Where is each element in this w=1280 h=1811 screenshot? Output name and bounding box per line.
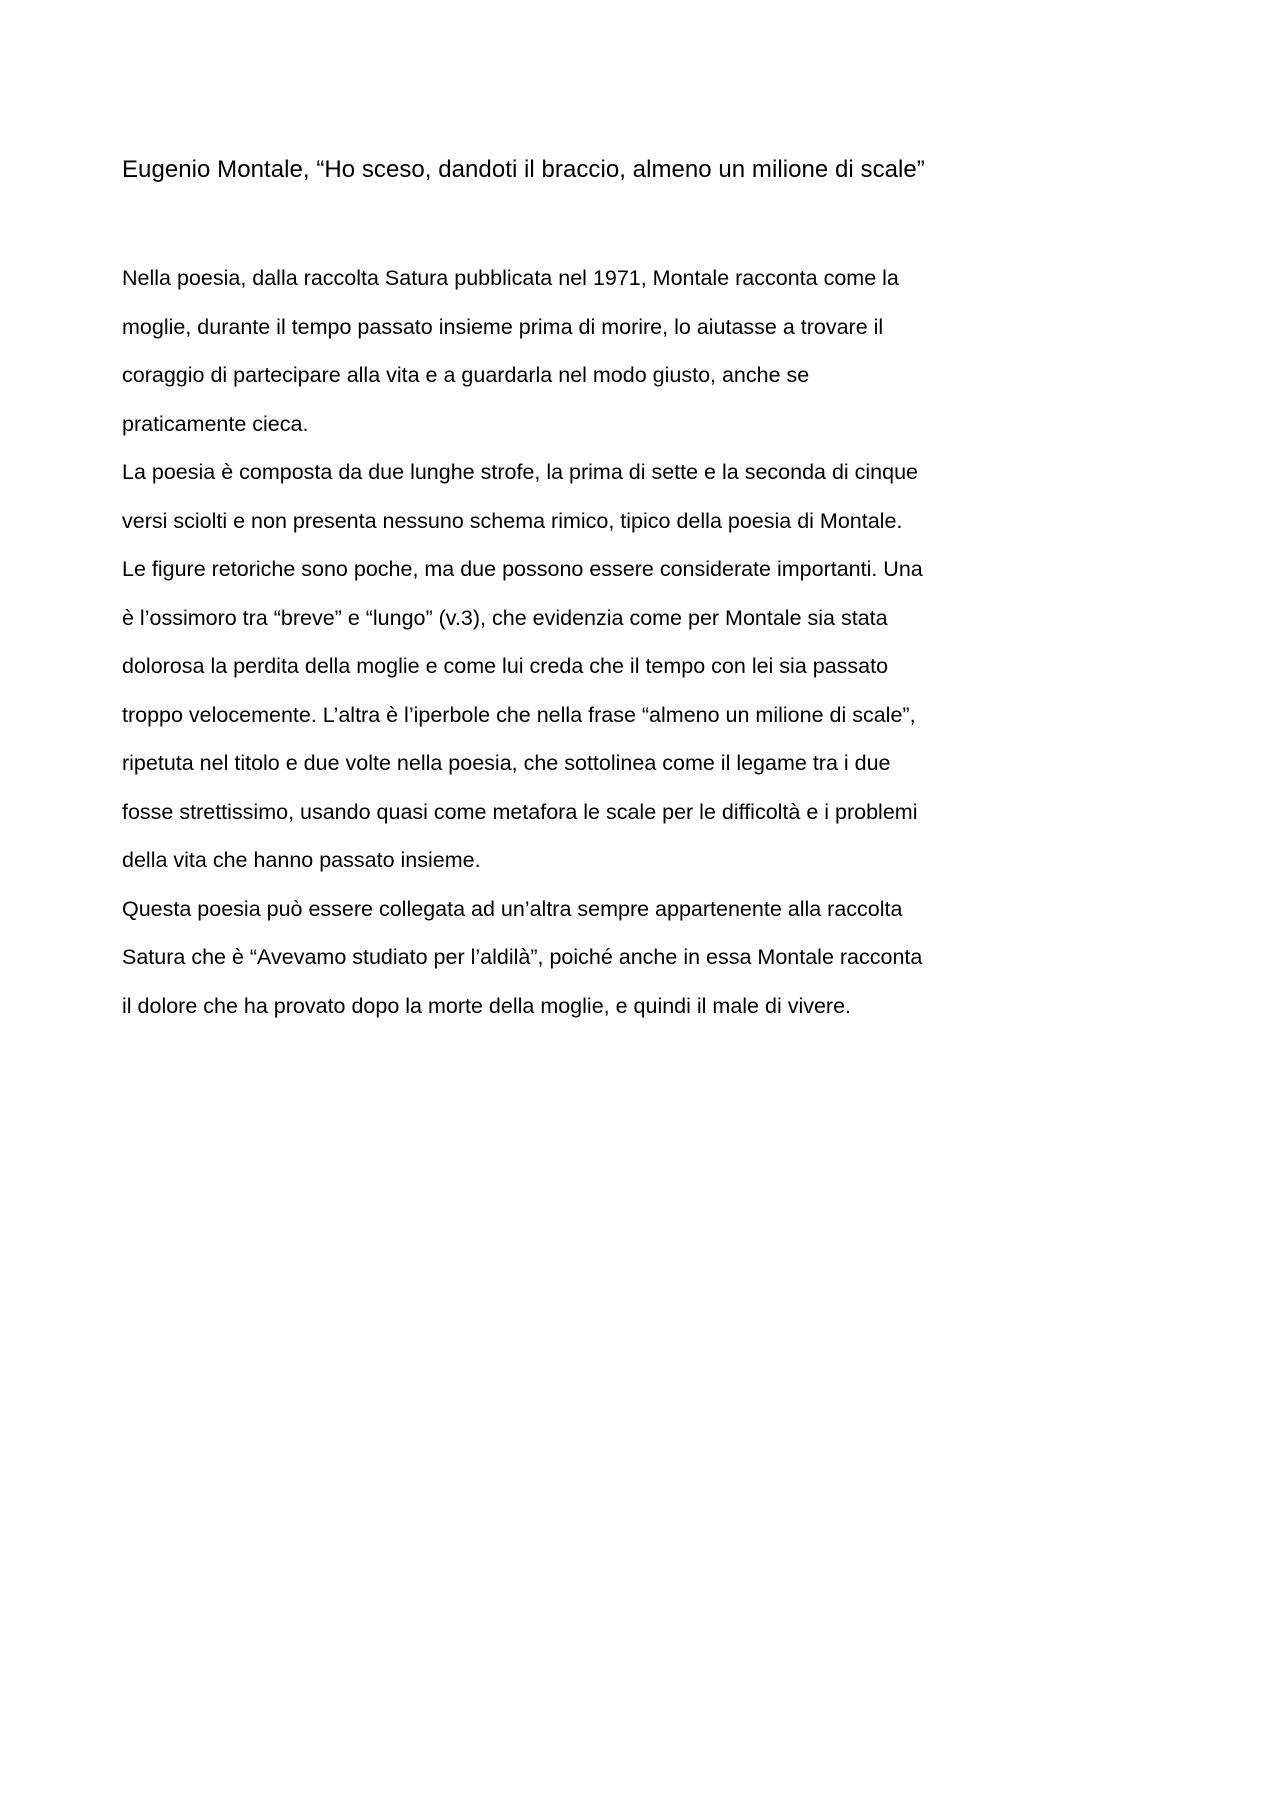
text-line: La poesia è composta da due lunghe strofe, la prima di sette e la seconda di cinque [122, 460, 919, 484]
text-line: versi sciolti e non presenta nessuno schema rimico, tipico della poesia di Montale. [122, 508, 903, 533]
text-line: Le figure retoriche sono poche, ma due possono essere considerate importanti. Una [122, 557, 923, 581]
text-line: Nella poesia, dalla raccolta Satura pubblicata nel 1971, Montale racconta come la [122, 266, 899, 290]
text-line: è l’ossimoro tra “breve” e “lungo” (v.3), che evidenzia come per Montale sia stata [122, 605, 888, 630]
text-line: della vita che hanno passato insieme. [122, 848, 481, 872]
document-title: Eugenio Montale, “Ho sceso, dandoti il braccio, almeno un milione di scale” [122, 156, 925, 183]
document-body [122, 254, 1162, 1030]
text-line: fosse strettissimo, usando quasi come metafora le scale per le difficoltà e i problemi [122, 799, 918, 824]
text-line: il dolore che ha provato dopo la morte della moglie, e quindi il male di vivere. [122, 993, 852, 1018]
text-line: ripetuta nel titolo e due volte nella poesia, che sottolinea come il legame tra i due [122, 751, 891, 775]
text-line: coraggio di partecipare alla vita e a guardarla nel modo giusto, anche se [122, 363, 810, 387]
text-line: Questa poesia può essere collegata ad un’altra sempre appartenente alla raccolta [122, 896, 903, 921]
text-line: moglie, durante il tempo passato insieme prima di morire, lo aiutasse a trovare il [122, 314, 884, 339]
text-line: troppo velocemente. L’altra è l’iperbole che nella frase “almeno un milione di scale”, [122, 702, 916, 727]
text-line: praticamente cieca. [122, 411, 309, 436]
text-line: Satura che è “Avevamo studiato per l’aldilà”, poiché anche in essa Montale racconta [122, 945, 923, 969]
text-line: dolorosa la perdita della moglie e come lui creda che il tempo con lei sia passato [122, 654, 889, 678]
